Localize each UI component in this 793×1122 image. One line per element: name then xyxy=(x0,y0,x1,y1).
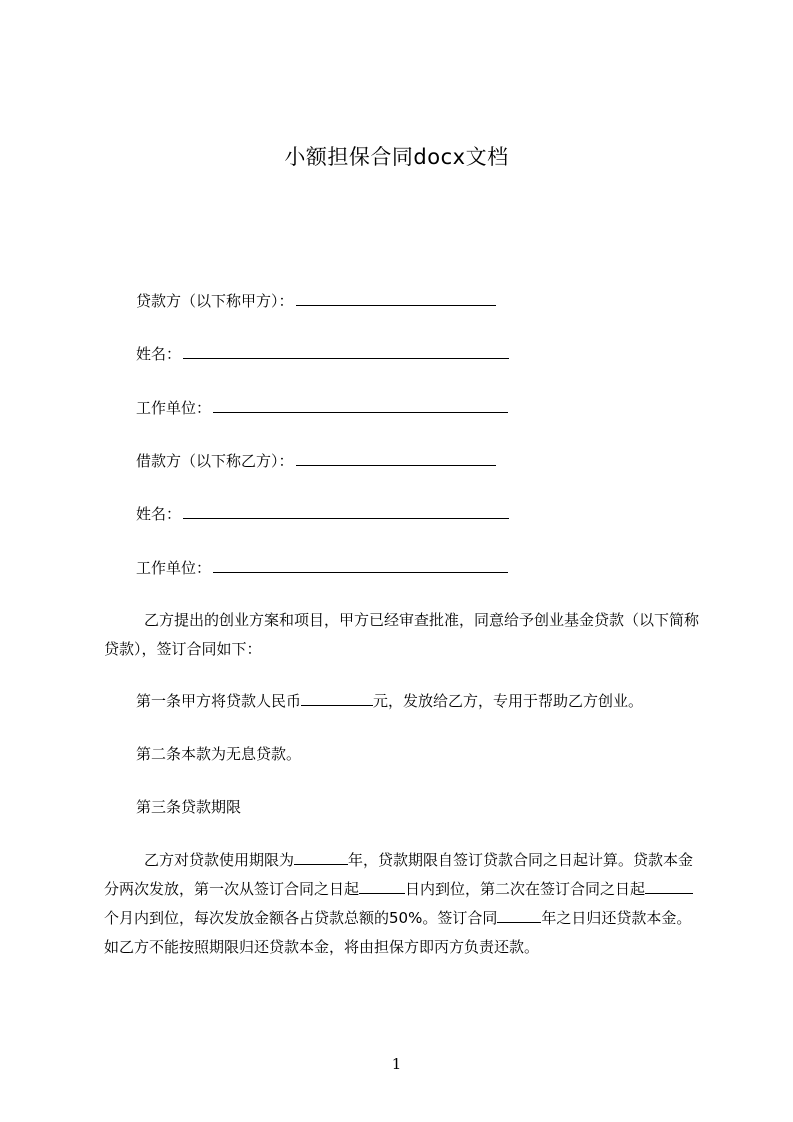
first-days-blank[interactable] xyxy=(359,879,405,894)
borrower-field xyxy=(136,451,496,471)
term-years-blank[interactable] xyxy=(294,850,348,865)
lender-blank[interactable] xyxy=(296,291,496,306)
intro-paragraph xyxy=(104,606,704,664)
borrower-name-blank[interactable] xyxy=(183,504,509,519)
borrower-work-label: 工作单位： xyxy=(136,559,212,577)
article-1-part1: 第一条甲方将贷款人民币 xyxy=(136,692,302,710)
document-title: 小额担保合同docx文档 xyxy=(284,145,509,169)
article-3-title: 第三条贷款期限 xyxy=(136,798,242,816)
repay-years-blank[interactable] xyxy=(497,908,541,923)
lender-work-field xyxy=(136,398,508,418)
article-2: 第二条本款为无息贷款。 xyxy=(136,745,302,763)
lender-work-blank[interactable] xyxy=(213,398,508,413)
borrower-name-label: 姓名： xyxy=(136,505,182,523)
lender-label: 贷款方（以下称甲方）： xyxy=(136,292,294,310)
lender-name-label: 姓名： xyxy=(136,345,182,363)
page-number: 1 xyxy=(391,1055,402,1073)
borrower-label: 借款方（以下称乙方）： xyxy=(136,452,294,470)
lender-work-label: 工作单位： xyxy=(136,399,212,417)
lender-name-field xyxy=(136,344,509,364)
article-3-p2: 年，贷款期限自签订贷款合同之日起计算。贷款本金分两次发放，第一次从签订合同之日起 xyxy=(104,851,694,898)
article-1 xyxy=(136,691,643,711)
lender-name-blank[interactable] xyxy=(183,344,509,359)
intro-text: 乙方提出的创业方案和项目，甲方已经审查批准，同意给予创业基金贷款（以下简称贷款），签订合同如下： xyxy=(104,611,700,658)
article-3-p1: 乙方对贷款使用期限为 xyxy=(144,851,295,869)
article-3-p4: 个月内到位，每次发放金额各占贷款总额的50%。签订合同 xyxy=(104,909,498,927)
borrower-work-blank[interactable] xyxy=(213,558,508,573)
amount-blank[interactable] xyxy=(301,691,373,706)
article-1-part2: 元，发放给乙方，专用于帮助乙方创业。 xyxy=(373,692,644,710)
borrower-name-field xyxy=(136,504,509,524)
lender-field xyxy=(136,291,496,311)
borrower-blank[interactable] xyxy=(296,451,496,466)
borrower-work-field xyxy=(136,558,508,578)
article-3-body xyxy=(104,846,704,962)
article-3-p5: 年之日归还贷款本金。如乙方不能按照期限归还贷款本金，将由担保方即丙方负责还款。 xyxy=(104,909,692,956)
article-3-p3: 日内到位，第二次在签订合同之日起 xyxy=(405,880,646,898)
second-months-blank[interactable] xyxy=(645,879,693,894)
